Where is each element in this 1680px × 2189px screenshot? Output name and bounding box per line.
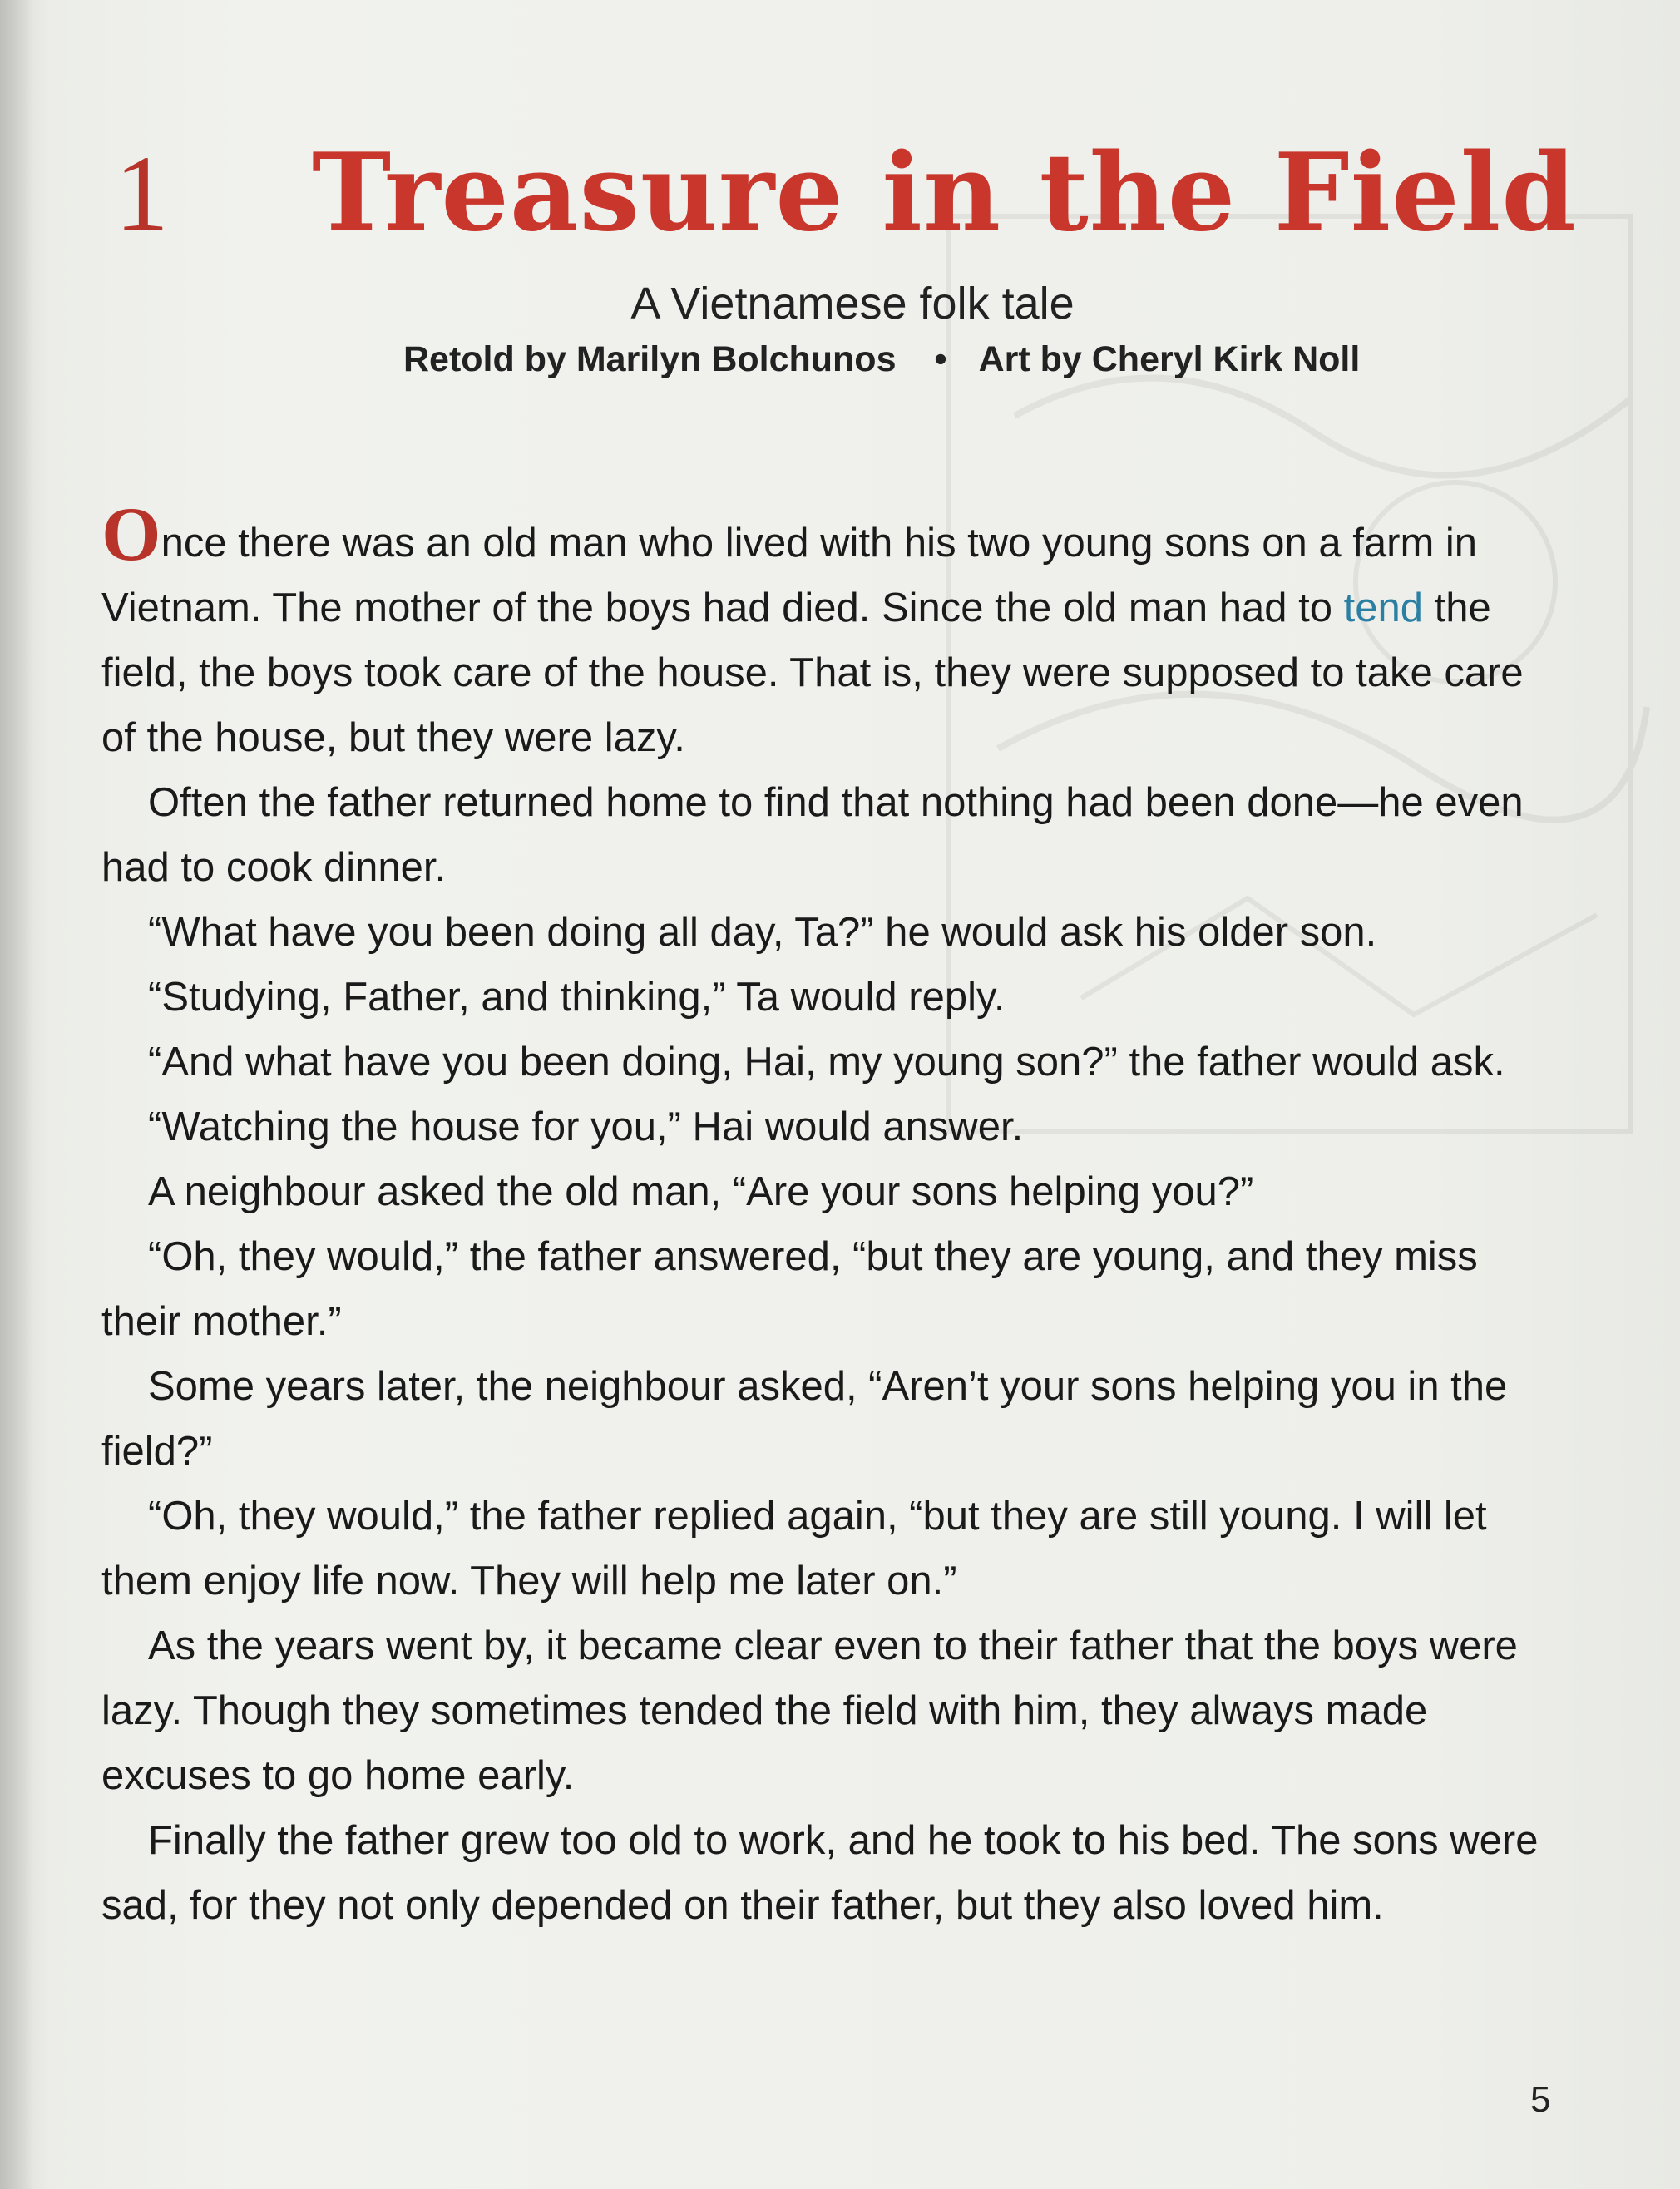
credits-line [403,339,1360,380]
credit-separator-bullet: • [934,339,947,379]
chapter-number: 1 [115,134,169,254]
paragraph-5: “And what have you been doing, Hai, my young son?” the father would ask. [148,1040,1505,1085]
paragraph-9: Some years later, the neighbour asked, “Aren’t your sons helping you in the field?” [101,1364,1508,1474]
paragraph-2: Often the father returned home to find that nothing had been done—he even had to cook dinner. [101,780,1524,890]
paragraph-1-text-b: the field, the boys took care of the house. That is, they were supposed to take care of the house, but they were lazy. [101,586,1524,760]
credit-retold: Retold by Marilyn Bolchunos [403,339,897,379]
story-subtitle: A Vietnamese folk tale [630,279,1075,329]
paragraph-8: “Oh, they would,” the father answered, “but they are young, and they miss their mother.” [101,1234,1478,1344]
paragraph-10: “Oh, they would,” the father replied again, “but they are still young. I will let them enjoy life now. They will help me later on.” [101,1494,1487,1603]
paragraph-11: As the years went by, it became clear even to their father that the boys were lazy. Though they sometimes tended the field with him, they always made excuses to go home early. [101,1623,1518,1798]
vocabulary-word-tend: tend [1343,586,1424,630]
paragraph-1-text-a: nce there was an old man who lived with his two young sons on a farm in Vietnam. The mother of the boys had died. Since the old man had to [101,521,1478,630]
paragraph-3: “What have you been doing all day, Ta?” he would ask his older son. [148,910,1377,955]
story-body [101,492,1565,1938]
page-number: 5 [1530,2079,1551,2120]
drop-cap: O [101,492,161,576]
paragraph-1 [101,492,1565,770]
paragraph-6: “Watching the house for you,” Hai would answer. [148,1104,1024,1149]
paragraph-12: Finally the father grew too old to work, and he took to his bed. The sons were sad, for they not only depended on their father, but they also loved him. [101,1818,1539,1928]
paragraph-7: A neighbour asked the old man, “Are your sons helping you?” [148,1169,1254,1214]
story-title: Treasure in the Field [312,131,1577,255]
paragraph-4: “Studying, Father, and thinking,” Ta would reply. [148,975,1006,1020]
credit-art: Art by Cheryl Kirk Noll [978,339,1361,379]
